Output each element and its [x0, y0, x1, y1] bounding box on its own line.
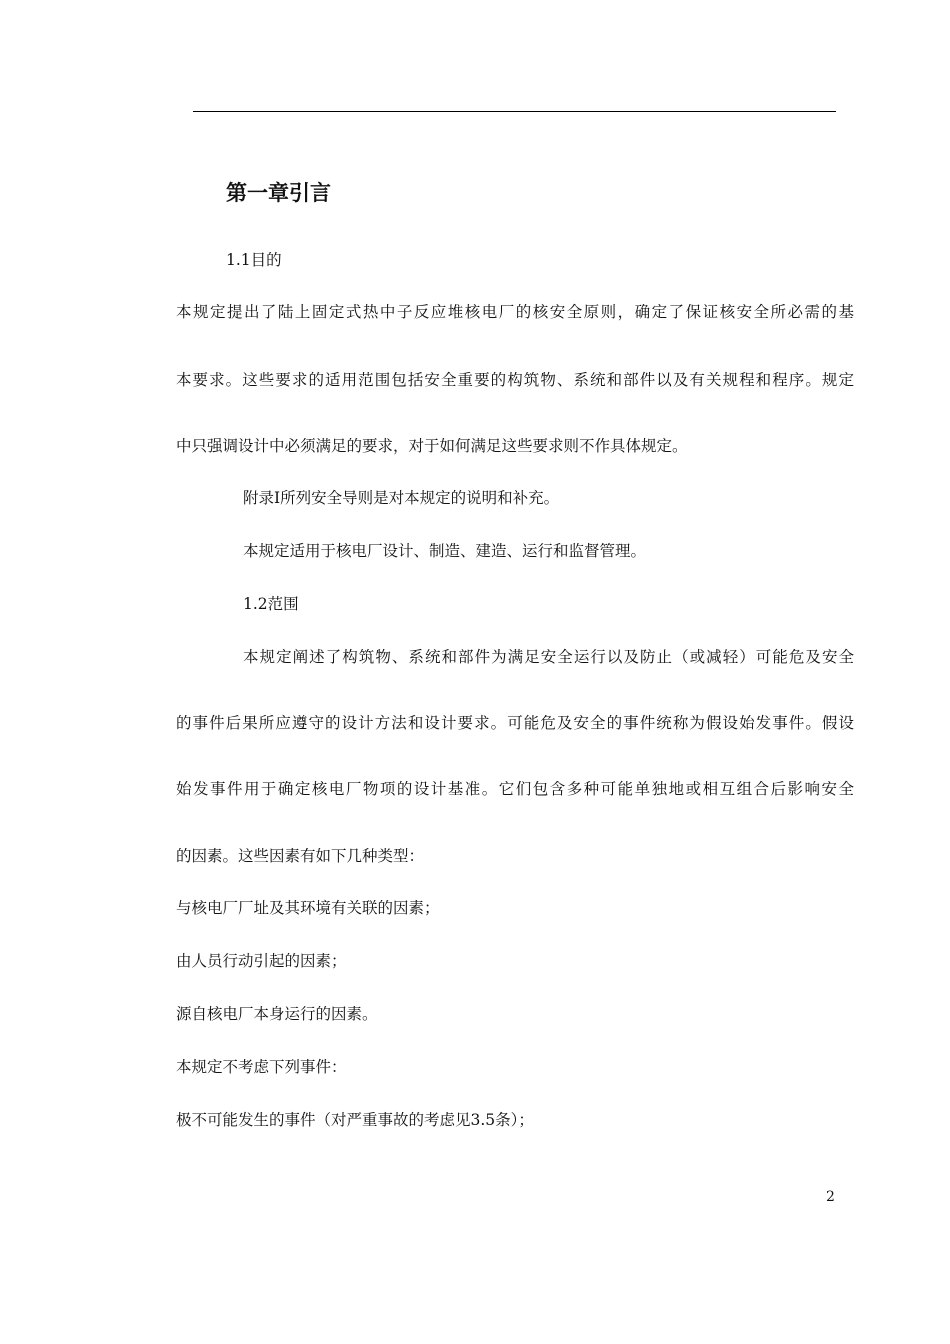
paragraph-4-line-3: 始发事件用于确定核电厂物项的设计基准。它们包含多种可能单独地或相互组合后影响安全 [176, 780, 854, 798]
list-item-factor-3: 源自核电厂本身运行的因素。 [176, 1005, 378, 1023]
header-rule [193, 111, 836, 112]
list-item-factor-2: 由人员行动引起的因素； [176, 952, 347, 970]
section-heading-1-1: 1.1目的 [226, 251, 282, 269]
section-heading-1-2: 1.2范围 [243, 595, 299, 613]
paragraph-1-line-2: 本要求。这些要求的适用范围包括安全重要的构筑物、系统和部件以及有关规程和程序。规定 [176, 371, 854, 389]
paragraph-1-line-1: 本规定提出了陆上固定式热中子反应堆核电厂的核安全原则，确定了保证核安全所必需的基 [176, 303, 854, 321]
list-item-factor-1: 与核电厂厂址及其环境有关联的因素； [176, 899, 440, 917]
list-item-excluded-1: 极不可能发生的事件（对严重事故的考虑见3.5条）； [176, 1111, 534, 1129]
paragraph-4-line-1: 本规定阐述了构筑物、系统和部件为满足安全运行以及防止（或减轻）可能危及安全 [243, 648, 854, 666]
chapter-title: 第一章引言 [226, 181, 331, 205]
paragraph-4-line-4: 的因素。这些因素有如下几种类型： [176, 847, 425, 865]
paragraph-2: 附录I所列安全导则是对本规定的说明和补充。 [243, 489, 560, 507]
paragraph-4-line-2: 的事件后果所应遵守的设计方法和设计要求。可能危及安全的事件统称为假设始发事件。假设 [176, 714, 854, 732]
paragraph-3: 本规定适用于核电厂设计、制造、建造、运行和监督管理。 [243, 542, 647, 560]
paragraph-1-line-3: 中只强调设计中必须满足的要求，对于如何满足这些要求则不作具体规定。 [176, 437, 688, 455]
page-number: 2 [826, 1189, 835, 1205]
paragraph-5: 本规定不考虑下列事件： [176, 1058, 347, 1076]
